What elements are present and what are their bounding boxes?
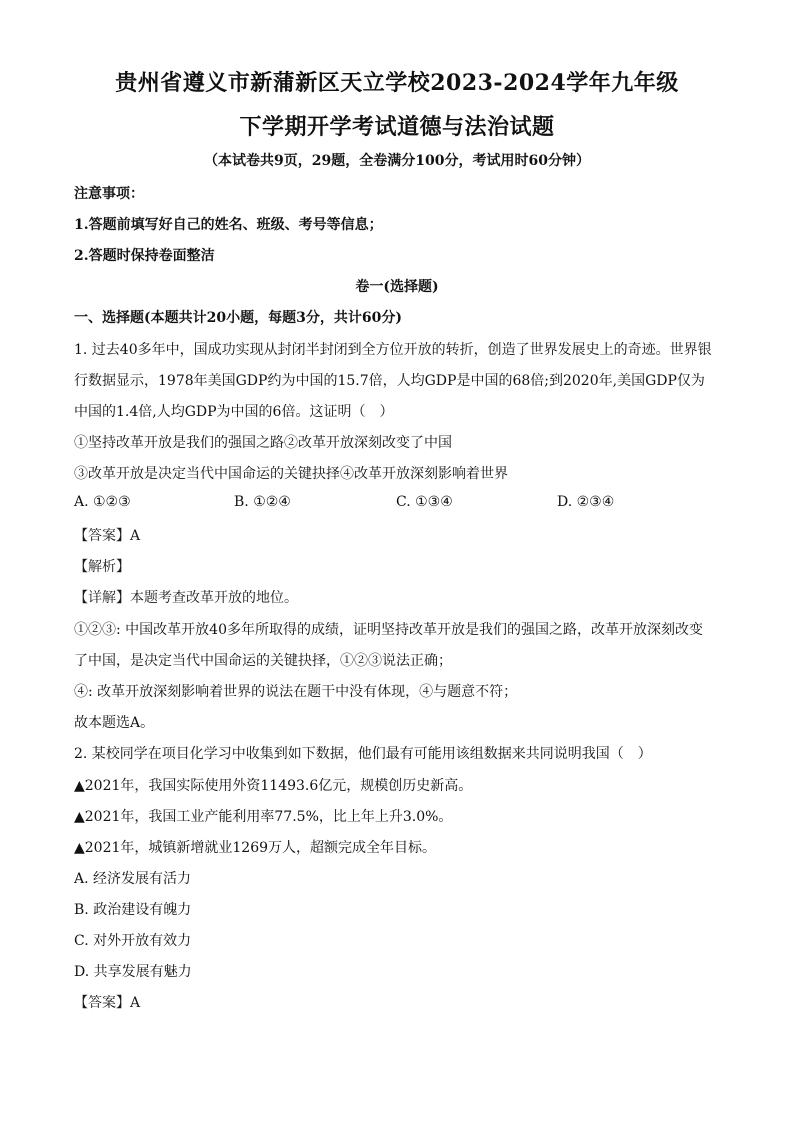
q1-answer: 【答案】A bbox=[74, 528, 141, 544]
q1-stem-line1: 1. 过去40多年中，国成功实现从封闭半封闭到全方位开放的转折，创造了世界发展史上的奇迹。世界银 bbox=[74, 342, 712, 358]
q1-option-b: B. ①②④ bbox=[234, 494, 291, 510]
q2-stem: 2. 某校同学在项目化学习中收集到如下数据，他们最有可能用该组数据来共同说明我国（ ） bbox=[74, 746, 652, 762]
q2-option-c: C. 对外开放有效力 bbox=[74, 933, 192, 949]
q1-detail: 【详解】本题考查改革开放的地位。 bbox=[74, 590, 298, 606]
q1-analysis-label: 【解析】 bbox=[74, 559, 130, 575]
q1-option-a: A. ①②③ bbox=[74, 494, 131, 510]
page-title-line2: 下学期开学考试道德与法治试题 bbox=[239, 114, 555, 140]
section-heading: 一、选择题(本题共计20小题，每题3分，共计60分) bbox=[74, 310, 402, 326]
page-title-line1: 贵州省遵义市新蒲新区天立学校2023-2024学年九年级 bbox=[115, 70, 679, 96]
q1-option-d: D. ②③④ bbox=[557, 494, 615, 510]
q1-statements-line1: ①坚持改革开放是我们的强国之路②改革开放深刻改变了中国 bbox=[74, 435, 452, 451]
q2-data-2: ▲2021年，我国工业产能利用率77.5%，比上年上升3.0%。 bbox=[74, 809, 453, 825]
q2-data-1: ▲2021年，我国实际使用外资11493.6亿元，规模创历史新高。 bbox=[74, 778, 473, 794]
notice-item-2: 2.答题时保持卷面整洁 bbox=[74, 248, 215, 264]
exam-info-subtitle: （本试卷共9页，29题，全卷满分100分，考试用时60分钟） bbox=[204, 153, 590, 169]
notice-item-1: 1.答题前填写好自己的姓名、班级、考号等信息； bbox=[74, 217, 383, 233]
q2-data-3: ▲2021年，城镇新增就业1269万人，超额完成全年目标。 bbox=[74, 840, 437, 856]
q1-explanation-line2: 了中国，是决定当代中国命运的关键抉择，①②③说法正确； bbox=[74, 653, 452, 669]
q2-option-a: A. 经济发展有活力 bbox=[74, 871, 192, 887]
q1-stem-line3: 中国的1.4倍,人均GDP为中国的6倍。这证明（ ） bbox=[74, 404, 394, 420]
q2-option-d: D. 共享发展有魅力 bbox=[74, 964, 192, 980]
q2-answer: 【答案】A bbox=[74, 995, 141, 1011]
q1-explanation-line3: ④: 改革开放深刻影响着世界的说法在题干中没有体现，④与题意不符； bbox=[74, 684, 518, 700]
q2-option-b: B. 政治建设有魄力 bbox=[74, 902, 192, 918]
volume-heading: 卷一(选择题) bbox=[355, 279, 439, 295]
q1-explanation-line1: ①②③: 中国改革开放40多年所取得的成绩，证明坚持改革开放是我们的强国之路，改革开放深刻改变 bbox=[74, 622, 703, 638]
q1-stem-line2: 行数据显示，1978年美国GDP约为中国的15.7倍，人均GDP是中国的68倍;到2020年,美国GDP仅为 bbox=[74, 373, 705, 389]
q1-conclusion: 故本题选A。 bbox=[74, 715, 155, 731]
q1-statements-line2: ③改革开放是决定当代中国命运的关键抉择④改革开放深刻影响着世界 bbox=[74, 466, 508, 482]
q1-option-c: C. ①③④ bbox=[396, 494, 453, 510]
notice-heading: 注意事项： bbox=[74, 186, 144, 202]
